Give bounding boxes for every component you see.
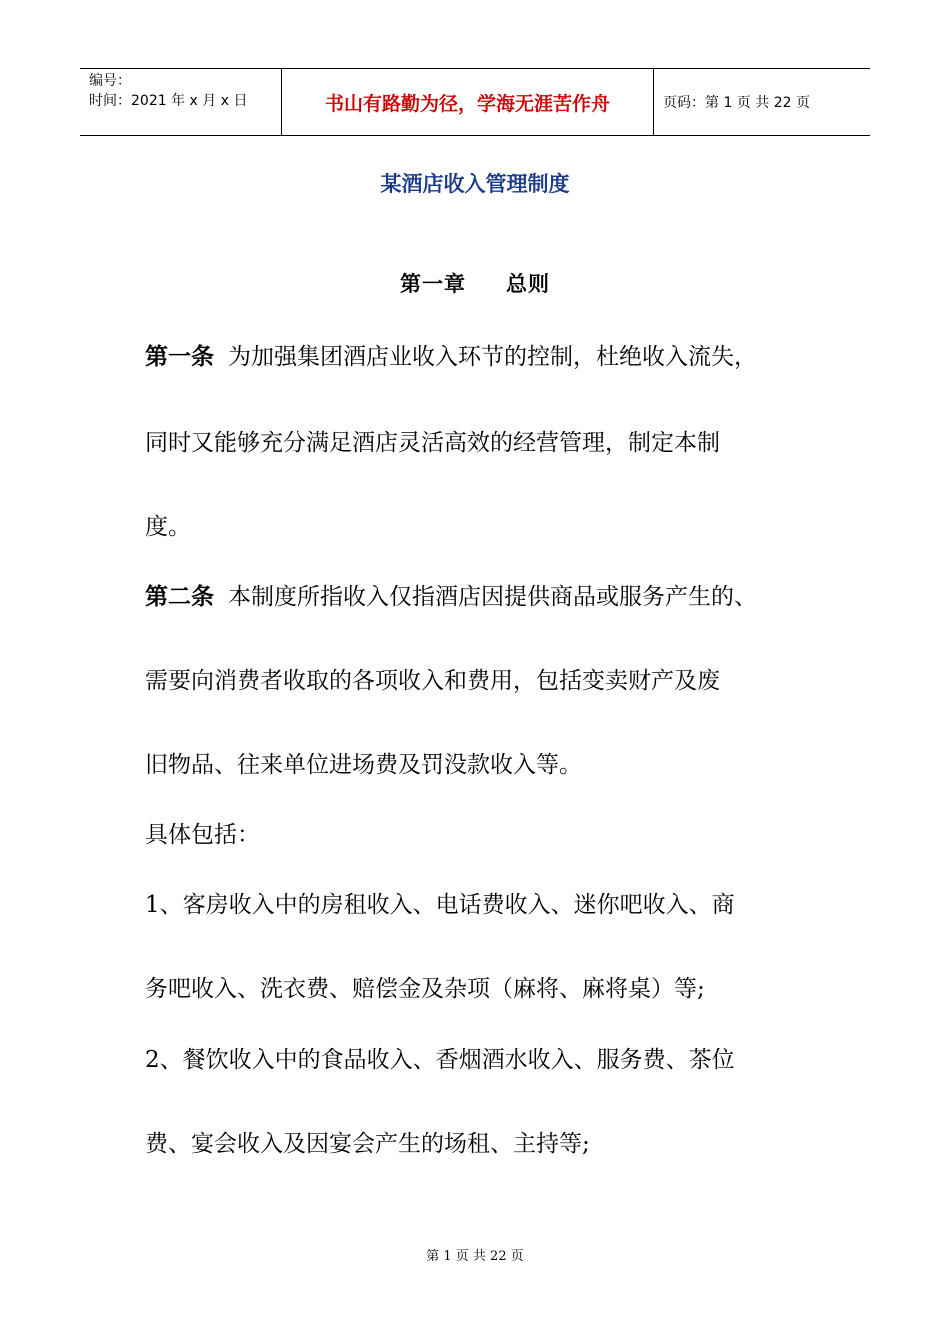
specifics-label: 具体包括： <box>145 822 260 848</box>
article1-label: 第一条 <box>145 343 214 370</box>
article1-line1 <box>145 338 845 371</box>
article1-text1: 为加强集团酒店业收入环节的控制，杜绝收入流失， <box>228 344 757 370</box>
item1-line2: 务吧收入、洗衣费、赔偿金及杂项（麻将、麻将桌）等; <box>145 976 705 1002</box>
article2-text1: 本制度所指收入仅指酒店因提供商品或服务产生的、 <box>228 584 757 610</box>
header-meta-cell <box>80 69 281 135</box>
item2-line2: 费、宴会收入及因宴会产生的场租、主持等; <box>145 1131 590 1157</box>
page-footer: 第 1 页 共 22 页 <box>426 1249 524 1264</box>
number-label: 编号： <box>89 73 131 89</box>
document-title: 某酒店收入管理制度 <box>380 171 570 196</box>
article2-line3: 旧物品、往来单位进场费及罚没款收入等。 <box>145 752 582 778</box>
article1-line2: 同时又能够充分满足酒店灵活高效的经营管理，制定本制 <box>145 430 720 456</box>
chapter-name: 总则 <box>506 271 550 296</box>
article2-line1 <box>145 578 845 611</box>
time-label: 时间：2021 年 x 月 x 日 <box>89 93 248 109</box>
chapter-heading <box>0 268 950 298</box>
item2-line1: 2、餐饮收入中的食品收入、香烟酒水收入、服务费、茶位 <box>145 1047 735 1073</box>
header-page-info: 页码：第 1 页 共 22 页 <box>663 95 810 111</box>
chapter-number: 第一章 <box>400 271 466 296</box>
article2-label: 第二条 <box>145 583 214 610</box>
header-table <box>80 68 870 136</box>
item1-line1: 1、客房收入中的房租收入、电话费收入、迷你吧收入、商 <box>145 892 735 918</box>
article2-line2: 需要向消费者收取的各项收入和费用，包括变卖财产及废 <box>145 668 720 694</box>
header-motto: 书山有路勤为径，学海无涯苦作舟 <box>281 69 654 135</box>
article1-line3: 度。 <box>145 514 191 540</box>
